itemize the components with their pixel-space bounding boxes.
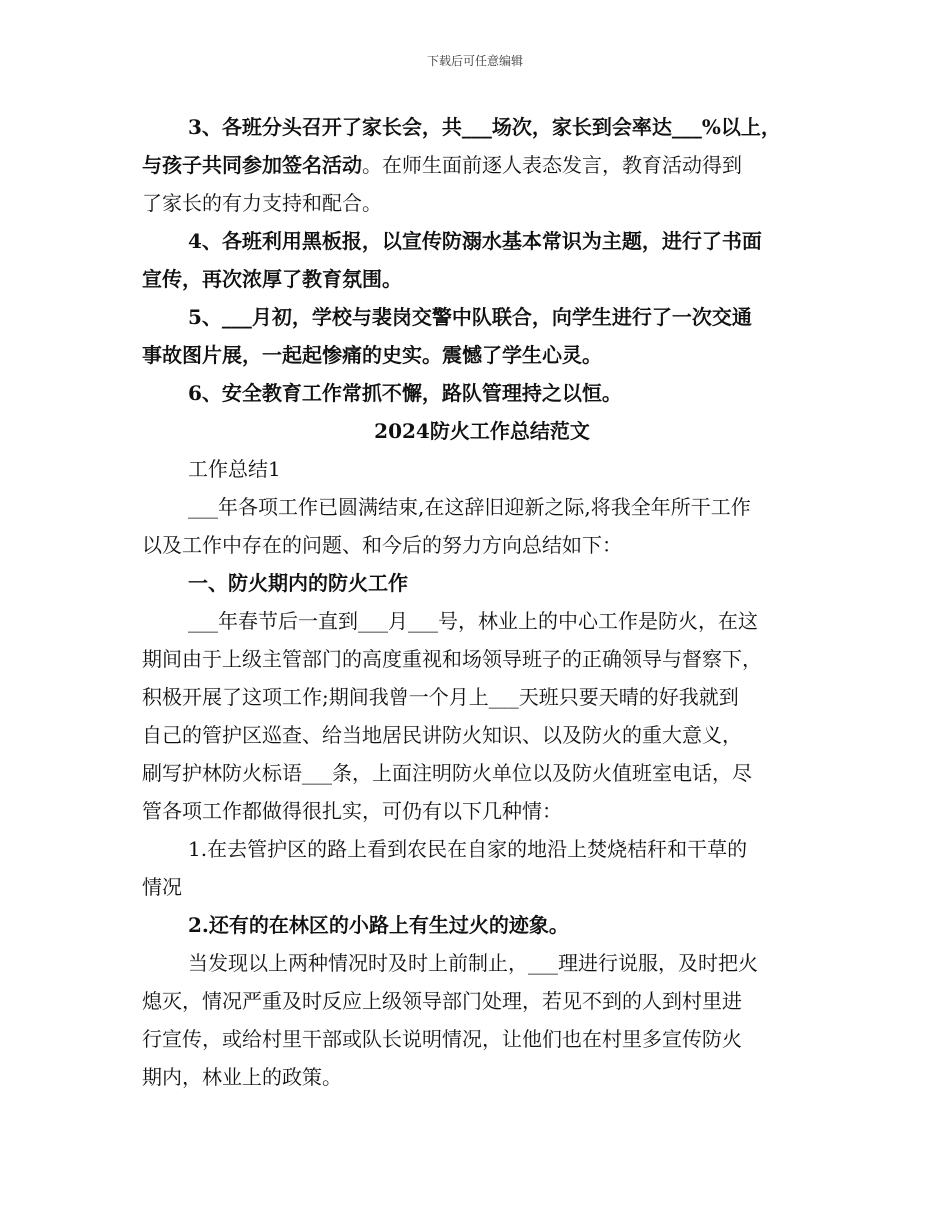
text-line-content: 6、安全教育工作常抓不懈，路队管理持之以恒。 xyxy=(188,381,622,405)
text-line xyxy=(188,222,762,260)
text-line-content: 积极开展了这项工作;期间我曾一个月上___天班只要天晴的好我就到 xyxy=(142,685,739,709)
text-line-content: 行宣传，或给村里干部或队长说明情况，让他们也在村里多宣传防火 xyxy=(142,1027,742,1051)
text-line xyxy=(188,374,622,412)
text-line xyxy=(188,564,408,602)
text-line xyxy=(142,526,622,564)
text-line xyxy=(188,298,752,336)
text-line-content: 1.在去管护区的路上看到农民在自家的地沿上焚烧桔秆和干草的 xyxy=(188,837,748,861)
text-line-content: ___年春节后一直到___月___号，林业上的中心工作是防火，在这 xyxy=(188,609,758,633)
text-line-rest: 。在师生面前逐人表态发言，教育活动得到 xyxy=(362,153,742,177)
text-line xyxy=(188,906,569,944)
text-line xyxy=(142,146,742,184)
text-line-content: 以及工作中存在的问题、和今后的努力方向总结如下： xyxy=(142,533,622,557)
text-line-content: 一、防火期内的防火工作 xyxy=(188,571,408,595)
text-line xyxy=(142,678,739,716)
text-line-content: 管各项工作都做得很扎实，可仍有以下几种情： xyxy=(142,799,562,823)
text-line xyxy=(142,1058,342,1096)
text-line xyxy=(188,108,781,146)
text-line-content: 了家长的有力支持和配合。 xyxy=(142,191,382,215)
text-line xyxy=(188,944,758,982)
text-line xyxy=(142,260,402,298)
text-line xyxy=(142,184,382,222)
text-line xyxy=(142,792,562,830)
text-line-content: 事故图片展，一起起惨痛的史实。震憾了学生心灵。 xyxy=(142,343,602,367)
text-line-content: 熄灭，情况严重及时反应上级领导部门处理，若见不到的人到村里进 xyxy=(142,989,742,1013)
page-header: 下载后可任意编辑 xyxy=(426,54,523,68)
text-line-content: ___年各项工作已圆满结束,在这辞旧迎新之际,将我全年所干工作 xyxy=(188,495,751,519)
text-line-content: 情况 xyxy=(142,875,182,899)
text-line-content: 5、___月初，学校与裴岗交警中队联合，向学生进行了一次交通 xyxy=(188,305,752,329)
text-line xyxy=(142,868,182,906)
text-line xyxy=(142,640,762,678)
text-line-content: 与孩子共同参加签名活动 xyxy=(142,153,362,177)
text-line xyxy=(142,754,752,792)
document-title: 2024防火工作总结范文 xyxy=(374,419,590,443)
text-line-content: 4、各班利用黑板报，以宣传防溺水基本常识为主题，进行了书面 xyxy=(188,229,762,253)
text-line-content: 工作总结1 xyxy=(188,457,281,481)
text-line-content: 宣传，再次浓厚了教育氛围。 xyxy=(142,267,402,291)
text-line-content: 当发现以上两种情况时及时上前制止，___理进行说服，及时把火 xyxy=(188,951,758,975)
text-line xyxy=(188,602,758,640)
text-line xyxy=(142,716,742,754)
text-line xyxy=(142,982,742,1020)
text-line-content: 刷写护林防火标语___条，上面注明防火单位以及防火值班室电话，尽 xyxy=(142,761,752,785)
text-line-content: 自己的管护区巡查、给当地居民讲防火知识、以及防火的重大意义， xyxy=(142,723,742,747)
text-line-content: 2.还有的在林区的小路上有生过火的迹象。 xyxy=(188,913,569,937)
text-line-content: 3、各班分头召开了家长会，共___场次，家长到会率达___%以上， xyxy=(188,115,781,139)
text-line xyxy=(142,1020,742,1058)
text-line-content: 期间由于上级主管部门的高度重视和场领导班子的正确领导与督察下， xyxy=(142,647,762,671)
text-line-content: 期内，林业上的政策。 xyxy=(142,1065,342,1089)
text-line xyxy=(188,450,281,488)
text-line xyxy=(142,336,602,374)
text-line xyxy=(188,488,751,526)
text-line xyxy=(188,830,747,868)
